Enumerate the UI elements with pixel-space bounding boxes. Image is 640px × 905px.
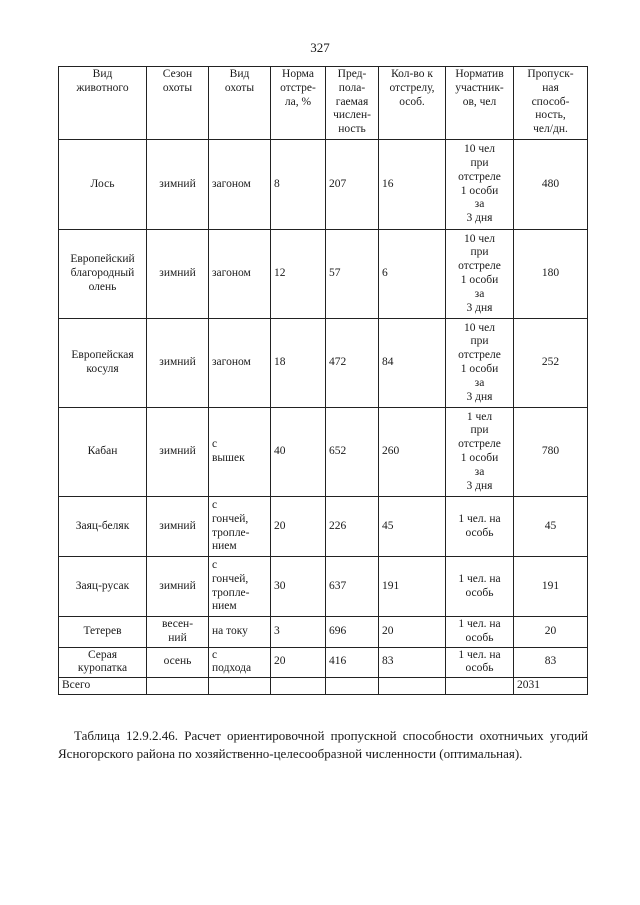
cell-cull-quantity: 6 <box>379 230 446 319</box>
cell-cull-rate: 12 <box>271 230 326 319</box>
cell-throughput: 480 <box>514 140 588 230</box>
table-row <box>59 647 588 678</box>
cell-method: загоном <box>209 140 271 230</box>
cell-method: загоном <box>209 319 271 408</box>
cell-animal: Европейский благородный олень <box>59 230 147 319</box>
cell-method: с вышек <box>209 408 271 497</box>
cell-throughput: 780 <box>514 408 588 497</box>
cell-cull-quantity: 20 <box>379 617 446 648</box>
table-row <box>59 230 588 319</box>
cell-throughput: 252 <box>514 319 588 408</box>
table-caption: Таблица 12.9.2.46. Расчет ориентировочной пропускной способности охотничьих угодий Ясногорского района по хозяйственно-целесообразной численности (оптимальная). <box>58 728 588 761</box>
table-header-row <box>59 67 588 140</box>
cell-cull-quantity: 260 <box>379 408 446 497</box>
cell-season: зимний <box>147 557 209 617</box>
cell-participant-norm: 10 чел при отстреле 1 особи за 3 дня <box>446 140 514 230</box>
cell-season: зимний <box>147 408 209 497</box>
cell-cull-quantity: 84 <box>379 319 446 408</box>
cell-throughput: 45 <box>514 497 588 557</box>
cell-cull-rate: 20 <box>271 497 326 557</box>
header-participant-norm: Норматив участник- ов, чел <box>446 67 514 140</box>
cell-cull-rate: 30 <box>271 557 326 617</box>
table-row <box>59 557 588 617</box>
cell-cull-rate: 40 <box>271 408 326 497</box>
cell-population: 652 <box>326 408 379 497</box>
cell-cull-quantity: 83 <box>379 647 446 678</box>
cell-throughput: 191 <box>514 557 588 617</box>
cell-participant-norm: 1 чел. на особь <box>446 557 514 617</box>
cell-participant-norm: 1 чел. на особь <box>446 497 514 557</box>
cell-throughput: 180 <box>514 230 588 319</box>
cell-season: зимний <box>147 319 209 408</box>
cell-cull-rate: 20 <box>271 647 326 678</box>
cell-animal: Лось <box>59 140 147 230</box>
cell-animal: Кабан <box>59 408 147 497</box>
cell-throughput: 83 <box>514 647 588 678</box>
cell-participant-norm: 10 чел при отстреле 1 особи за 3 дня <box>446 319 514 408</box>
header-estimated-population: Пред- пола- гаемая числен- ность <box>326 67 379 140</box>
cell-cull-rate: 8 <box>271 140 326 230</box>
cell-empty <box>326 678 379 695</box>
cell-season: весен- ний <box>147 617 209 648</box>
cell-population: 207 <box>326 140 379 230</box>
cell-cull-quantity: 45 <box>379 497 446 557</box>
header-cull-quantity: Кол-во к отстрелу, особ. <box>379 67 446 140</box>
cell-population: 416 <box>326 647 379 678</box>
cell-animal: Серая куропатка <box>59 647 147 678</box>
cell-cull-rate: 3 <box>271 617 326 648</box>
header-animal-type: Вид животного <box>59 67 147 140</box>
cell-method: с подхода <box>209 647 271 678</box>
hunting-capacity-table <box>58 66 588 695</box>
header-hunting-season: Сезон охоты <box>147 67 209 140</box>
cell-empty <box>147 678 209 695</box>
table-row <box>59 140 588 230</box>
cell-participant-norm: 1 чел. на особь <box>446 647 514 678</box>
cell-cull-quantity: 191 <box>379 557 446 617</box>
cell-empty <box>271 678 326 695</box>
cell-season: зимний <box>147 497 209 557</box>
cell-animal: Европейская косуля <box>59 319 147 408</box>
cell-throughput: 20 <box>514 617 588 648</box>
cell-population: 637 <box>326 557 379 617</box>
header-throughput-capacity: Пропуск- ная способ- ность, чел/дн. <box>514 67 588 140</box>
header-hunting-method: Вид охоты <box>209 67 271 140</box>
cell-method: на току <box>209 617 271 648</box>
cell-method: с гончей, тропле- нием <box>209 557 271 617</box>
page-number: 327 <box>310 40 330 55</box>
cell-participant-norm: 1 чел при отстреле 1 особи за 3 дня <box>446 408 514 497</box>
cell-cull-quantity: 16 <box>379 140 446 230</box>
cell-animal: Тетерев <box>59 617 147 648</box>
cell-cull-rate: 18 <box>271 319 326 408</box>
cell-empty <box>446 678 514 695</box>
header-cull-rate: Норма отстре- ла, % <box>271 67 326 140</box>
table-row <box>59 497 588 557</box>
table-total-row <box>59 678 588 695</box>
cell-method: с гончей, тропле- нием <box>209 497 271 557</box>
cell-season: зимний <box>147 140 209 230</box>
cell-participant-norm: 10 чел при отстреле 1 особи за 3 дня <box>446 230 514 319</box>
cell-population: 696 <box>326 617 379 648</box>
cell-animal: Заяц-русак <box>59 557 147 617</box>
cell-total-value: 2031 <box>514 678 588 695</box>
cell-empty <box>379 678 446 695</box>
cell-empty <box>209 678 271 695</box>
cell-season: осень <box>147 647 209 678</box>
cell-population: 226 <box>326 497 379 557</box>
cell-population: 57 <box>326 230 379 319</box>
table-row <box>59 319 588 408</box>
table-row <box>59 617 588 648</box>
cell-total-label: Всего <box>59 678 147 695</box>
cell-participant-norm: 1 чел. на особь <box>446 617 514 648</box>
cell-season: зимний <box>147 230 209 319</box>
table-row <box>59 408 588 497</box>
cell-method: загоном <box>209 230 271 319</box>
cell-population: 472 <box>326 319 379 408</box>
cell-animal: Заяц-беляк <box>59 497 147 557</box>
